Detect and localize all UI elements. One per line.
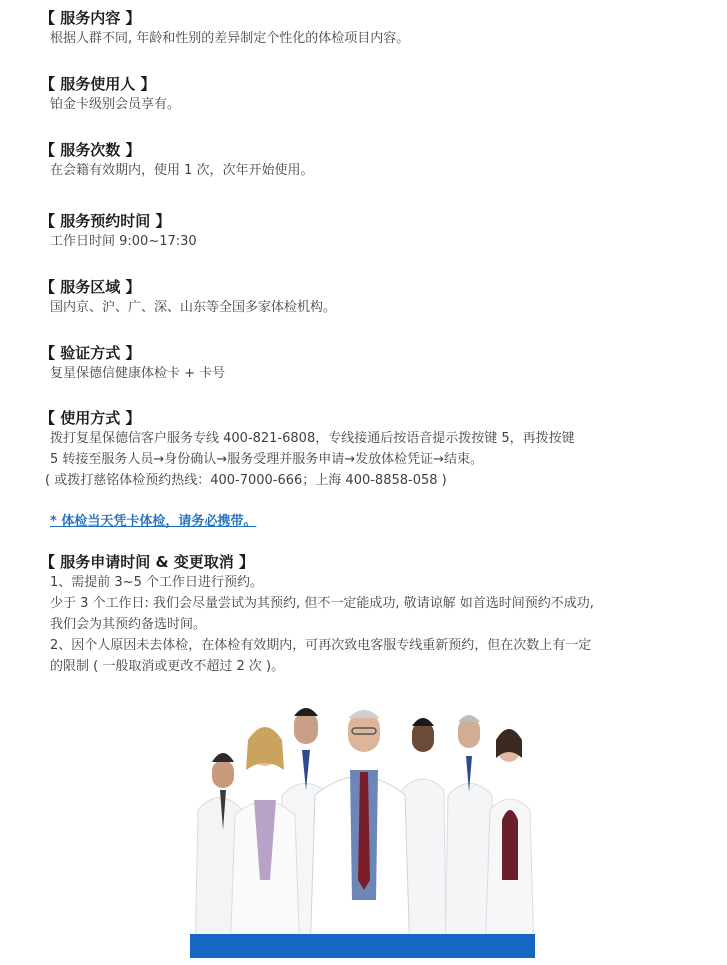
section-heading: 【 服务申请时间 & 变更取消 】 — [40, 553, 254, 571]
doctor-figure — [485, 729, 534, 958]
section-heading: 【 服务内容 】 — [40, 9, 141, 27]
doctor-figure — [230, 727, 300, 958]
section-heading: 【 服务次数 】 — [40, 141, 141, 159]
section-text: 我们会为其预约备选时间。 — [50, 617, 207, 632]
section-verify-method — [40, 343, 690, 384]
section-text: 复星保德信健康体检卡 + 卡号 — [50, 366, 226, 381]
doctors-illustration — [190, 700, 535, 958]
section-text: 在会籍有效期内，使用 1 次，次年开始使用。 — [50, 163, 314, 178]
section-service-users — [40, 74, 690, 115]
section-text: 2、因个人原因未去体检，在体检有效期内，可再次致电客服专线重新预约，但在次数上有一定 — [50, 638, 592, 653]
section-heading: 【 服务预约时间 】 — [40, 212, 171, 230]
section-heading: 【 使用方式 】 — [40, 409, 141, 427]
doctors-group-photo — [190, 700, 535, 958]
section-heading: 【 服务使用人 】 — [40, 75, 156, 93]
photo-blue-bar — [190, 934, 535, 958]
section-service-content — [40, 8, 690, 49]
section-text: 少于 3 个工作日: 我们会尽量尝试为其预约, 但不一定能成功, 敬请谅解 如首选时间预约不成功, — [50, 596, 594, 611]
section-text: 5 转接至服务人员→身份确认→服务受理并服务申请→发放体检凭证→结束。 — [50, 452, 483, 467]
doctor-figure — [310, 710, 410, 958]
section-apply-and-cancel — [40, 552, 690, 677]
section-heading: 【 验证方式 】 — [40, 344, 141, 362]
section-text: 的限制 ( 一般取消或更改不超过 2 次 )。 — [50, 659, 285, 674]
section-usage-method — [40, 408, 690, 491]
section-service-area — [40, 277, 690, 318]
section-text: 1、需提前 3~5 个工作日进行预约。 — [50, 575, 263, 590]
section-heading: 【 服务区域 】 — [40, 278, 141, 296]
section-text: 铂金卡级别会员享有。 — [50, 97, 181, 112]
section-text: ( 或拨打慈铭体检预约热线：400-7000-666；上海 400-8858-058 ) — [45, 473, 447, 488]
section-text: 根据人群不同, 年龄和性别的差异制定个性化的体检项目内容。 — [50, 31, 410, 46]
section-text: 工作日时间 9:00~17:30 — [50, 234, 197, 249]
section-text: 国内京、沪、广、深、山东等全国多家体检机构。 — [50, 300, 337, 315]
reminder-note: * 体检当天凭卡体检，请务必携带。 — [50, 514, 257, 529]
section-service-times — [40, 140, 690, 181]
section-booking-time — [40, 211, 690, 252]
section-text: 拨打复星保德信客户服务专线 400-821-6808，专线接通后按语音提示拨按键 5，再拨按键 — [50, 431, 575, 446]
